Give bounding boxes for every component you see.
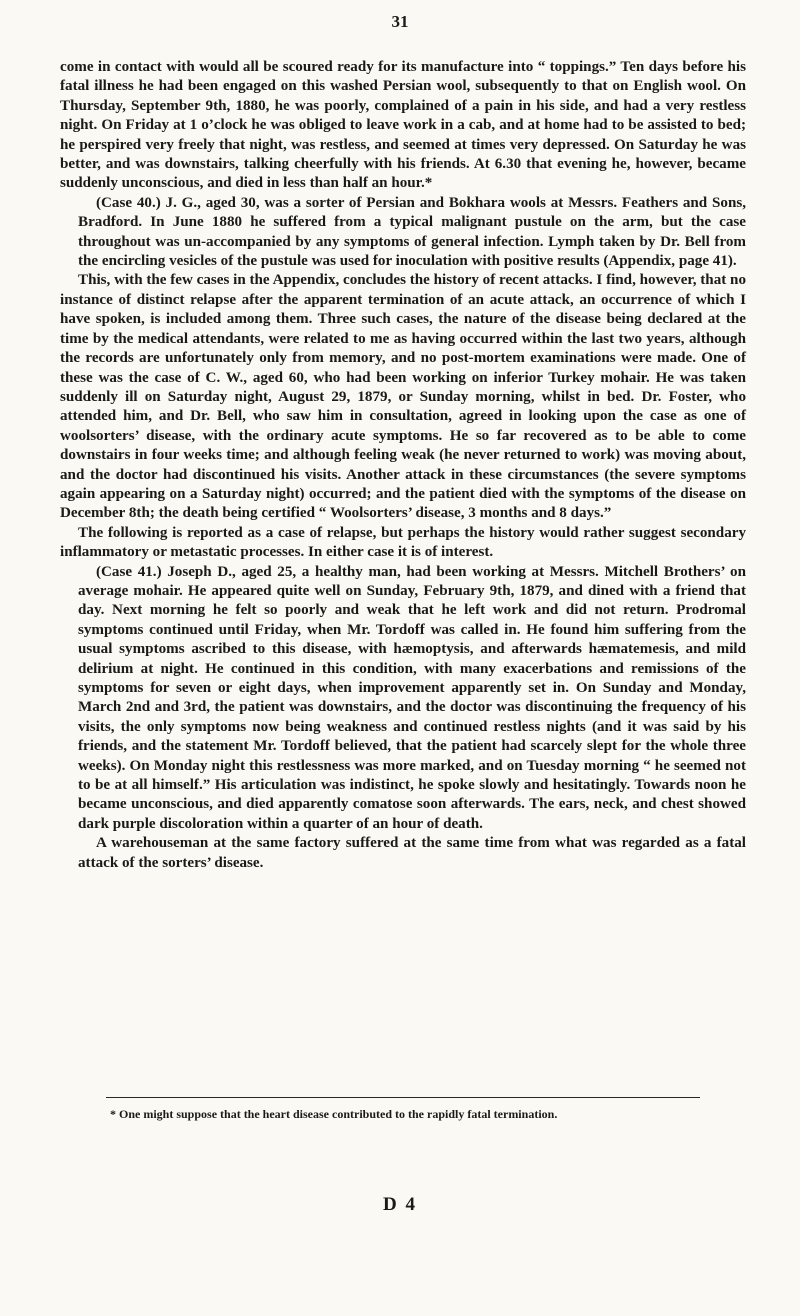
paragraph-case-40: (Case 40.) J. G., aged 30, was a sorter of Persian and Bokhara wools at Messrs. Feathers and Sons, Bradford. In June 1880 he suffered from a typical malignant pustule on the arm, but the case throughout was un-accompanied by any symptoms of general infection. Lymph taken by Dr. Bell from the encircling vesicles of the pustule was used for inoculation with positive results (Appendix, page 41). xyxy=(78,194,746,270)
paragraph-warehouseman: A warehouseman at the same factory suffered at the same time from what was regarded as a fatal attack of the sorters’ disease. xyxy=(78,835,746,871)
paragraph-relapse-intro: The following is reported as a case of relapse, but perhaps the history would rather suggest secondary inflammatory or metastatic processes. In either case it is of interest. xyxy=(60,524,746,561)
paragraph-case-41: (Case 41.) Joseph D., aged 25, a healthy man, had been working at Messrs. Mitchell Brothers’ on average mohair. He appeared quite well on Sunday, February 9th, 1879, and dined with a friend that day. Next morning he felt so poorly and weak that he left work and did not return. Prodromal symptoms continued until Friday, when Mr. Tordoff was called in. He found him suffering from the usual symptoms ascribed to this disease, with hæmoptysis, and afterwards hæmatemesis, and mild delirium at night. He continued in this condition, with many exacerbations and remissions of the symptoms for seven or eight days, when improvement apparently set in. On Sunday and Monday, March 2nd and 3rd, the patient was downstairs, and the doctor was discontinuing the frequency of his visits, the only symptoms now being weakness and continued restless nights (and it was said by his friends, and the statement Mr. Tordoff believed, that the patient had scarcely slept for the whole three weeks). On Monday night this restlessness was more marked, and on Tuesday morning “ he seemed not to be at all himself.” His articulation was indistinct, he spoke slowly and hesitatingly. Towards noon he became unconscious, and died apparently comatose soon afterwards. The ears, neck, and chest showed dark purple discoloration within a quarter of an hour of death. xyxy=(78,563,746,832)
paragraph-relapse-history: This, with the few cases in the Appendix, concludes the history of recent attacks. I find, however, that no instance of distinct relapse after the apparent termination of an acute attack, an occurrence of which I have spoken, is included among them. Three such cases, the nature of the disease being declared at the time by the medical attendants, were related to me as having occurred within the last two years, although the records are unfortunately only from memory, and no post-mortem examinations were made. One of these was the case of C. W., aged 60, who had been working on inferior Turkey mohair. He was taken suddenly ill on Saturday night, August 29, 1879, or Sunday morning, whilst in bed. Dr. Foster, who attended him, and Dr. Bell, who saw him in consultation, agreed in looking upon the case as one of woolsorters’ disease, with the ordinary acute symptoms. He so far recovered as to be able to come downstairs in four weeks time; and although feeling weak (he never returned to work) was moving about, and the doctor had discontinued his visits. Another attack in these circumstances (the severe symptoms again appearing on a Saturday night) occurred; and the patient died with the symptoms of the disease on December 8th; the death being certified “ Woolsorters’ disease, 3 months and 8 days.” xyxy=(60,272,746,522)
footnote-divider xyxy=(106,1097,700,1098)
body-text xyxy=(60,58,746,873)
paragraph-case-39-continued: come in contact with would all be scoured ready for its manufacture into “ toppings.” Ten days before his fatal illness he had been engaged on this washed Persian wool, subsequently to that on English wool. On Thursday, September 9th, 1880, he was poorly, complained of a pain in his side, and had a very restless night. On Friday at 1 o’clock he was obliged to leave work in a cab, and at home had to be assisted to bed; he perspired very freely that night, was restless, and seemed at times very depressed. On Saturday he was better, and was downstairs, talking cheerfully with his friends. At 6.30 that evening he, however, became suddenly unconscious, and died in less than half an hour.* xyxy=(60,59,746,192)
signature-mark: D 4 xyxy=(383,1194,417,1215)
footnote: * One might suppose that the heart disease contributed to the rapidly fatal termination. xyxy=(110,1107,558,1121)
page-number: 31 xyxy=(391,12,409,31)
